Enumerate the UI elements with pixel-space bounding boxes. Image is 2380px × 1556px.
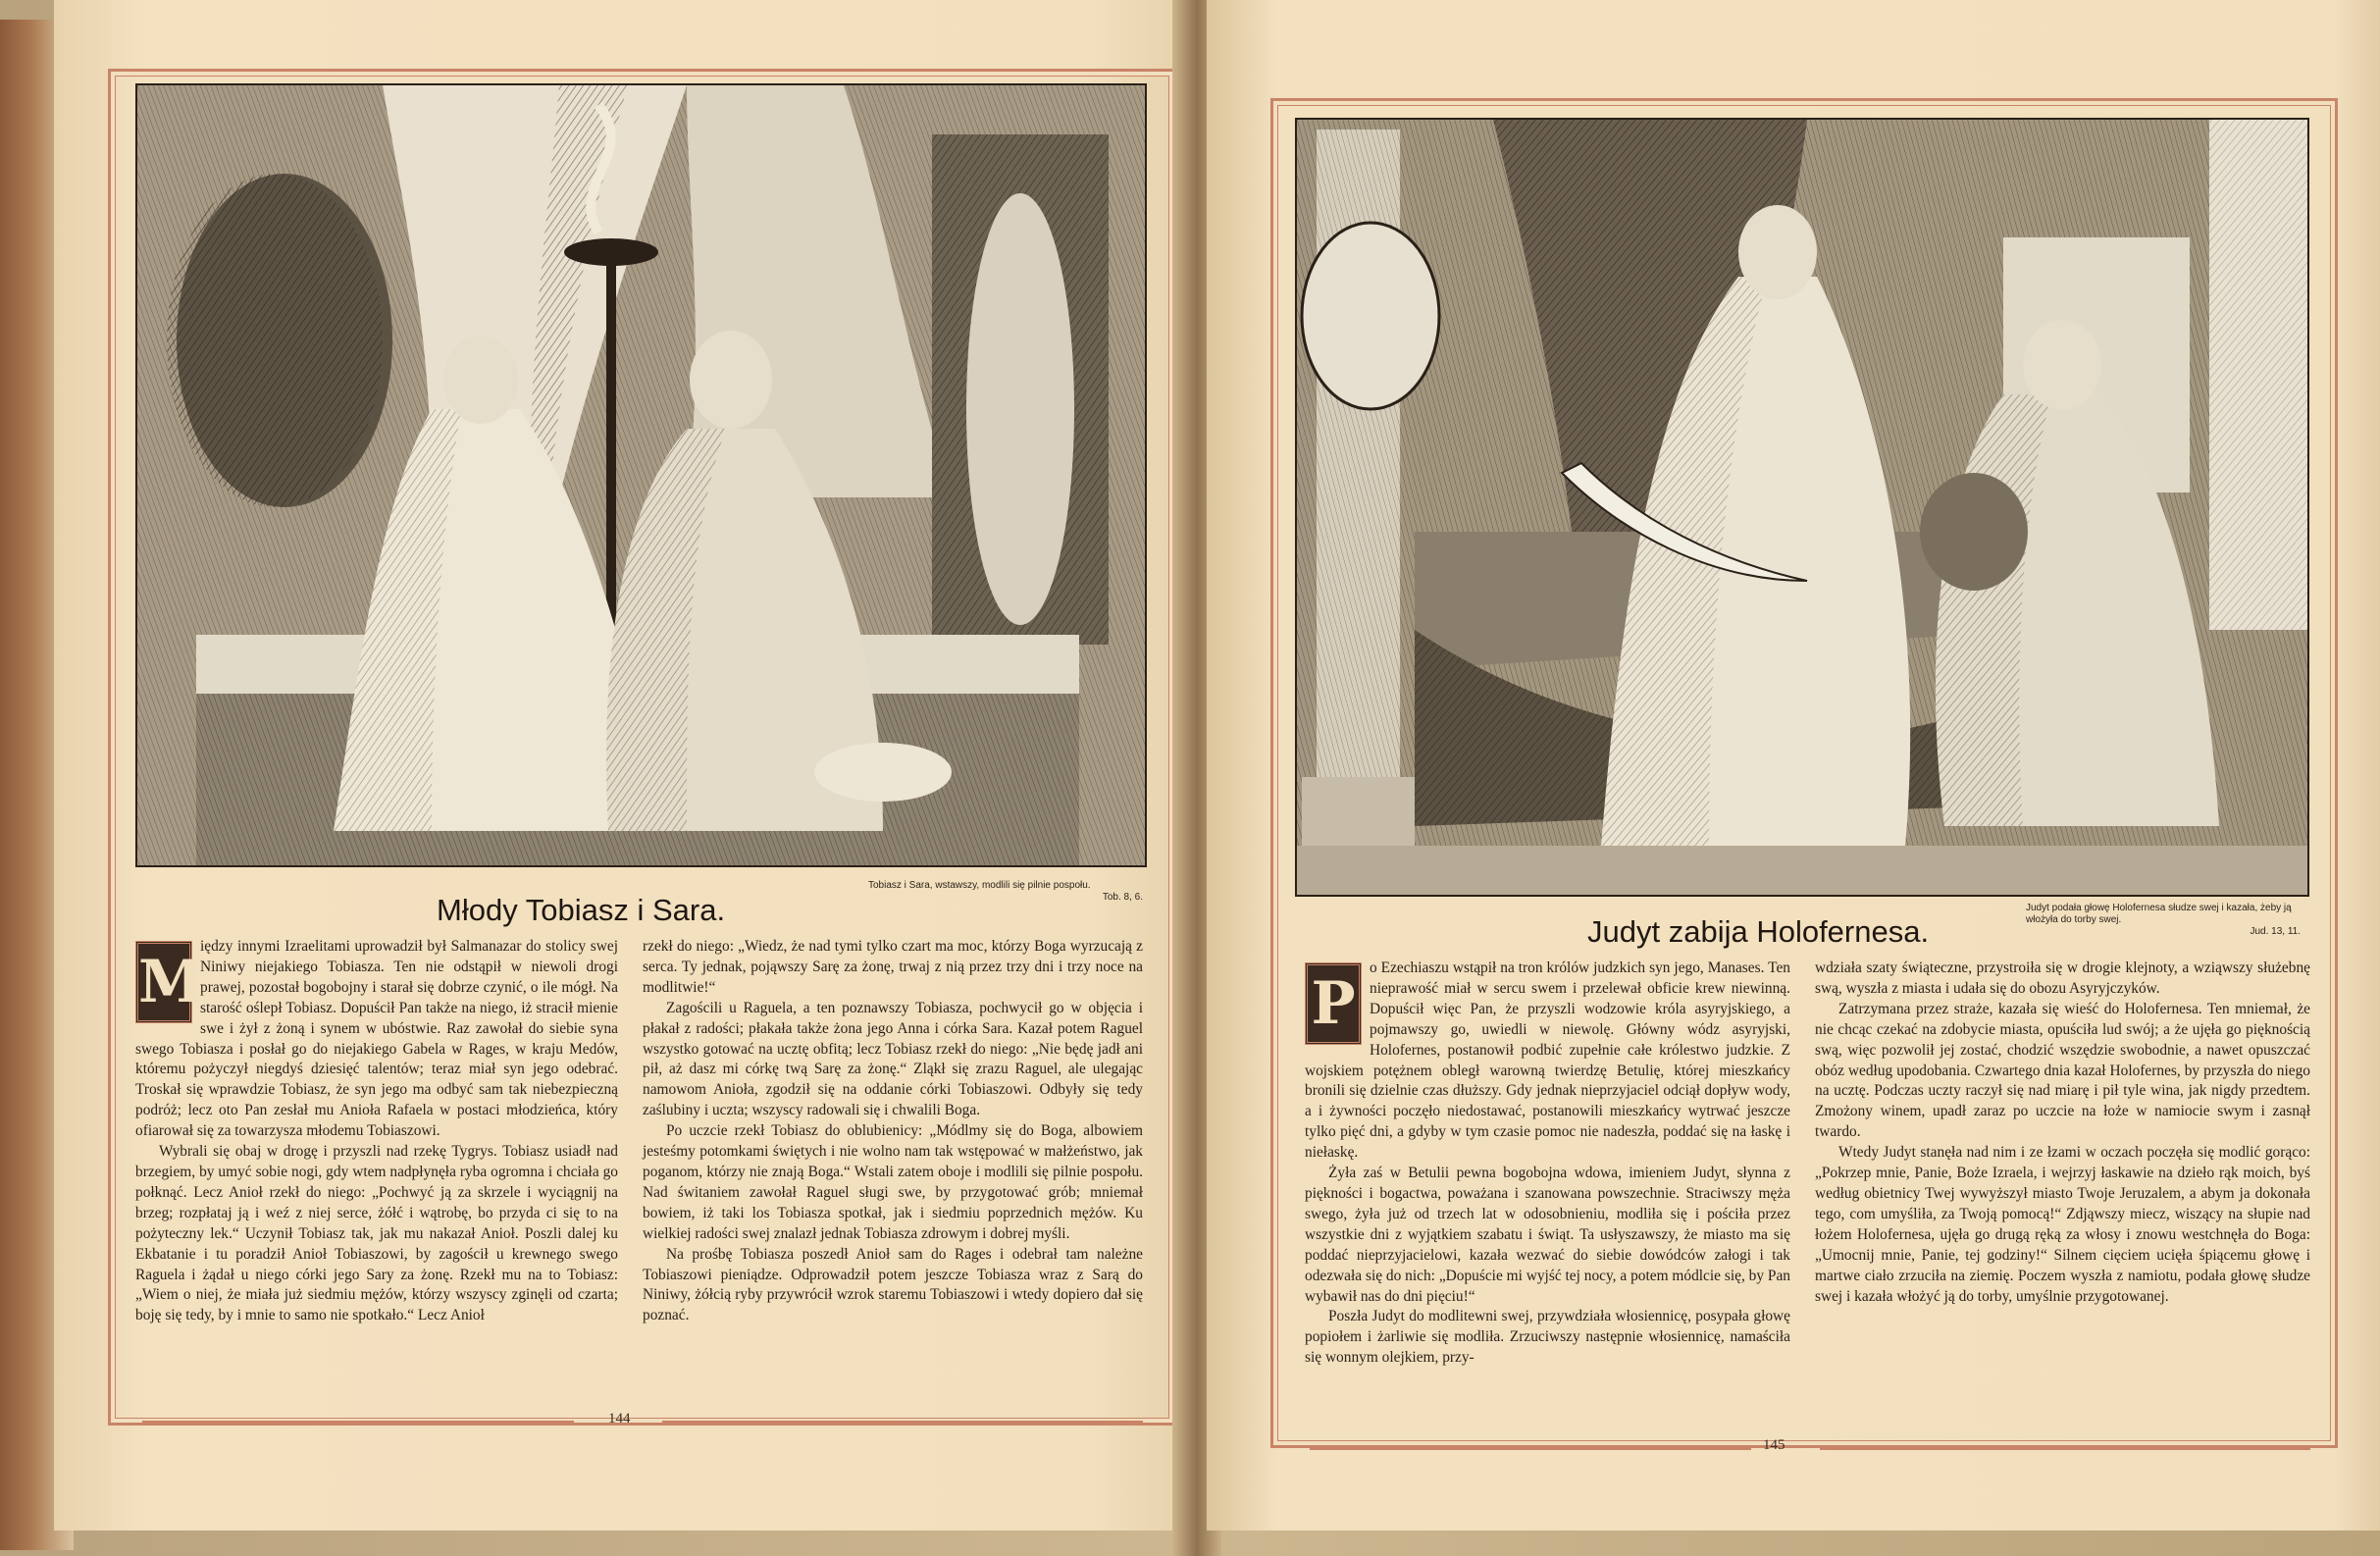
caption-text: Tobiasz i Sara, wstawszy, modlili się pilnie pospołu. bbox=[868, 880, 1091, 891]
text-column-2 bbox=[643, 937, 1143, 1326]
text-column-2 bbox=[1815, 959, 2310, 1307]
tobiasz-sara-engraving bbox=[135, 83, 1147, 867]
paragraph: Na prośbę Tobiasza poszedł Anioł sam do Rages i odebrał tam należne Tobiaszowi pieniądze. Odprowadził potem jeszcze Tobiasza wraz z Sarą do Niniwy, żółcią ryby przywrócił wzrok staremu Tobiaszowi i wtedy dopiero dał się poznać. bbox=[643, 1245, 1143, 1324]
illustration-caption bbox=[868, 880, 1143, 904]
chapter-title: Młody Tobiasz i Sara. bbox=[437, 893, 726, 927]
paragraph: Wybrali się obaj w drogę i przyszli nad rzekę Tygrys. Tobiasz usiadł nad brzegiem, by umyć sobie nogi, gdy wtem nadpłynęła ryba ogromna i chciała go połknąć. Lecz Anioł rzekł do niego: „Pochwyć ją za skrzele i wyciągnij na brzeg; rozpłataj ją i weź z niej serce, żółć i wątrobę, bo przyda ci się to na pożyteczny lek.“ Uczynił Tobiasz tak, jak mu nakazał Anioł. Poszli dalej ku Ekbatanie i tu poradził Anioł Tobiaszowi, by zagościł u krewnego swego Raguela i żądał u niego córki jego Sary za żonę. Rzekł mu na to Tobiasz: „Wiem o niej, że miała już siedmiu mężów, którzy wszyscy zginęli od czarta; boję się tedy, by i mnie to samo nie spotkało.“ Lecz Anioł bbox=[135, 1143, 618, 1324]
paragraph: rzekł do niego: „Wiedz, że nad tymi tylko czart ma moc, którzy Boga wyrzucają z serca. Ty jednak, pojąwszy Sarę za żonę, trwaj z nią przez trzy dni i trzy noce na modlitwie!“ bbox=[643, 938, 1143, 996]
paragraph: Wtedy Judyt stanęła nad nim i ze łzami w oczach poczęła się modlić gorąco: „Pokrzep mnie, Panie, Boże Izraela, i wejrzyj łaskawie na dzieło rąk moich, byś według obietnicy Twej wywyższył miasto Twoje Jeruzalem, a abym ja dokonała tego, com umyśliła, za Twoją pomocą!“ Zdjąwszy miecz, wiszący na słupie nad łożem Holofernesa, ujęła go drugą ręką za włosy i znowu westchnęła do Boga: „Umocnij mnie, Panie, tej godziny!“ Silnem cięciem ucięła śpiącemu głowę i martwe ciało zrzuciła na ziemię. Poczem wyszła z namiotu, podała głowę słudze swej i kazała włożyć ją do torby, umyślnie przygotowanej. bbox=[1815, 1144, 2310, 1305]
paragraph: Poszła Judyt do modlitewni swej, przywdziała włosiennicę, posypała głowę popiołem i żarliwie się modliła. Zrzuciwszy następnie włosiennicę, namaściła się wonnym olejkiem, przy- bbox=[1305, 1308, 1790, 1367]
paragraph: Zatrzymana przez straże, kazała się wieść do Holofernesa. Ten mniemał, że nie chcąc czekać na zdobycie miasta, opuściła lud swój; a że ujęła go pięknością swą, więc pozwolił jej zostać, chodzić wszędzie swobodnie, a nawet opuszczać obóz według upodobania. Czwartego dnia kazał Holofernes, by przyszła do niego na ucztę. Podczas uczty raczył się nad miarę i pił tyle wina, jak nigdy przedtem. Zmożony winem, upadł zaraz po uczcie na łoże w namiocie swym i zasnął twardo. bbox=[1815, 1000, 2310, 1141]
text-column-1 bbox=[1305, 959, 1790, 1369]
footer-rule-right bbox=[1820, 1448, 2310, 1450]
judyt-holofernes-engraving bbox=[1295, 118, 2309, 897]
caption-reference: Jud. 13, 11. bbox=[2250, 926, 2301, 937]
footer-rule-right bbox=[662, 1421, 1143, 1423]
paragraph: Żyła zaś w Betulii pewna bogobojna wdowa, imieniem Judyt, słynna z piękności i bogactwa, poważana i szanowana powszechnie. Straciwszy męża swego, żyła już od trzech lat w odosobnieniu, modliła się i pościła przez wszystkie dni z wyjątkiem szabatu i świąt. Ta usłyszawszy, że miasto ma się poddać nieprzyjacielowi, kazała wezwać do siebie dowódców załogi i tak odezwała się do nich: „Dopuście mi wyjść tej nocy, a potem módlcie się, by Pan wybawił nas do dni pięciu!“ bbox=[1305, 1165, 1790, 1305]
caption-reference: Tob. 8, 6. bbox=[1102, 892, 1143, 903]
drop-cap: M bbox=[135, 941, 192, 1023]
drop-cap: P bbox=[1305, 962, 1362, 1045]
footer-rule-left bbox=[142, 1421, 574, 1423]
paragraph: Zagościli u Raguela, a ten poznawszy Tobiasza, pochwycił go w objęcia i płakał z radości; płakała także żona jego Anna i córka Sara. Kazał potem Raguel wszystko gotować na ucztę obfitą; lecz Tobiasz rzekł do niego: „Nie będę jadł ani pił, aż dasz mi córkę twą Sarę za żonę.“ Zląkł się zrazu Raguel, ale ulegając namowom Anioła, zgodził się na oddanie córki Tobiaszowi. Odbyły się tedy zaślubiny i uczta; wszyscy radowali się i chwalili Boga. bbox=[643, 999, 1143, 1119]
caption-text: Judyt podała głowę Holofernesa słudze swej i kazała, żeby ją włożyła do torby swej. bbox=[2026, 903, 2292, 925]
left-page bbox=[54, 0, 1207, 1530]
text-column-1 bbox=[135, 937, 618, 1326]
paragraph: iędzy innymi Izraelitami uprowadził był Salmanazar do stolicy swej Niniwy niejakiego Tobiasza. Ten nie odstąpił w niewoli drogi prawej, pozostał bogobojny i starał się dobrze czynić, o ile mógł. Na starość oślepł Tobiasz. Dopuścił Pan także na niego, iż stracił mienie swe i żył z żoną i synem w ubóstwie. Raz zawołał do siebie syna swego Tobiasza i posłał go do niejakiego Gabela w Rages, w kraju Medów, któremu pożyczył niegdyś dziesięć talentów; teraz miał syn jego odebrać. Troskał się wprawdzie Tobiasz, że syn jego ma odbyć sam tak niebezpieczną podróż; lecz oto Pan zesłał mu Anioła Rafaela w postaci młodzieńca, który ofiarował się za towarzysza młodemu Tobiaszowi. bbox=[135, 938, 618, 1140]
footer-rule-left bbox=[1310, 1448, 1751, 1450]
right-page bbox=[1207, 0, 2380, 1530]
paragraph: Po uczcie rzekł Tobiasz do oblubienicy: „Módlmy się do Boga, albowiem jesteśmy potomkami świętych i nie wolno nam tak wstępować w małżeństwo, jak poganom, którzy nie znają Boga.“ Wstali zatem oboje i modlili się pilnie pospołu. Nad świtaniem zawołał Raguel sługi swe, by przygotować grób; mniemał bowiem, iż taki los Tobiasza spotkał, jak i siedmiu poprzednich mężów. Ku wielkiej radości swej znalazł jednak Tobiasza zdrowym i dobrej myśli. bbox=[643, 1122, 1143, 1242]
page-number: 144 bbox=[608, 1411, 631, 1426]
page-number: 145 bbox=[1763, 1437, 1785, 1453]
paragraph: wdziała szaty świąteczne, przystroiła się w drogie klejnoty, a wziąwszy służebnę swą, wyszła z miasta i udała się do obozu Asyryjczyków. bbox=[1815, 960, 2310, 997]
chapter-title: Judyt zabija Holofernesa. bbox=[1587, 914, 1930, 949]
paragraph: o Ezechiaszu wstąpił na tron królów judzkich syn jego, Manases. Ten nieprawość miał w sercu swem i przelewał obficie krew niewinną. Dopuścił więc Pan, że przyszli wodzowie króla asyryjskiego, a pojmawszy go, uwiedli w niewolę. Główny wódz asyryjski, Holofernes, postanowił podbić zupełnie całe królestwo judzkie. Z wojskiem potężnem obległ warowną twierdzę Betulię, której mieszkańcy bronili się dzielnie czas dłuższy. Gdy jednak nieprzyjaciel odciął dopływ wody, a i żywności poczęło niedostawać, postanowili mieszkańcy wytrwać jeszcze tylko pięć dni, a gdyby w tym czasie pomoc nie nadeszła, poddać się na łaskę i niełaskę. bbox=[1305, 960, 1790, 1162]
illustration-caption bbox=[2026, 903, 2301, 938]
